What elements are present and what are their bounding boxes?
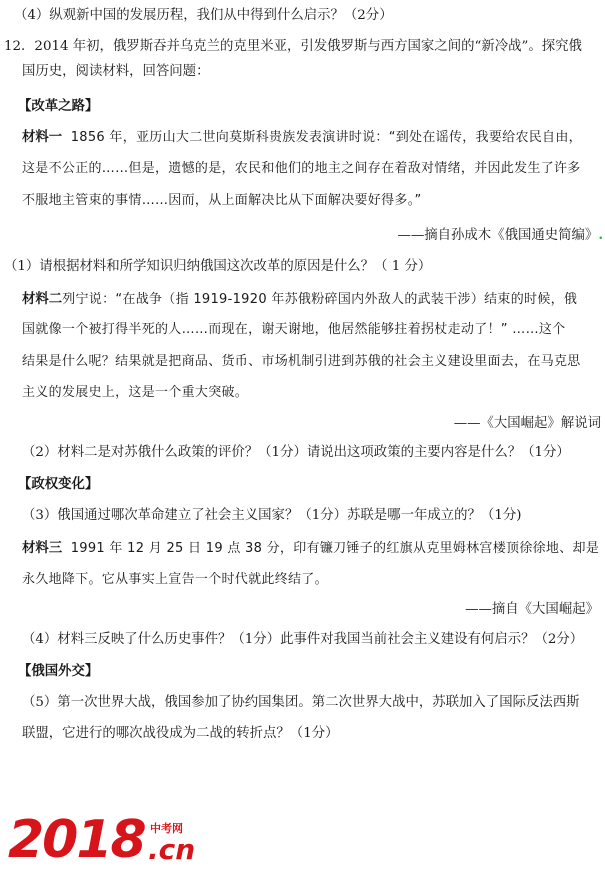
section-heading-reform: 【改革之路】 bbox=[18, 98, 99, 114]
site-logo bbox=[8, 812, 218, 870]
question-3: （3）俄国通过哪次革命建立了社会主义国家？（1分）苏联是哪一年成立的？（1分) bbox=[22, 508, 522, 523]
material-3-text-1: 1991 年 12 月 25 日 19 点 38 分，印有镰刀锤子的红旗从克里姆林宫楼顶徐徐地、却是 bbox=[70, 541, 600, 556]
material-1-line2: 这是不公正的……但是，遗憾的是，农民和他们的地主之间存在着敌对情绪，并因此发生了许多 bbox=[22, 161, 581, 176]
material-2-source: ——《大国崛起》解说词 bbox=[453, 416, 601, 431]
material-2-line2: 国就像一个被打得半死的人……而现在，谢天谢地，他居然能够拄着拐杖走动了！” ……这个 bbox=[22, 322, 566, 337]
material-3-line2: 永久地降下。它从事实上宣告一个时代就此终结了。 bbox=[22, 572, 328, 587]
material-2-line4: 主义的发展史上，这是一个重大突破。 bbox=[22, 385, 249, 400]
logo-site-name: 中考网 bbox=[150, 822, 183, 835]
question-5-line2: 联盟，它进行的哪次战役成为二战的转折点？（1分） bbox=[22, 726, 339, 741]
material-2-text-1: 列宁说：“在战争（指 1919-1920 年苏俄粉碎国内外敌人的武装干涉）结束的时候，俄 bbox=[62, 292, 578, 307]
material-1-label: 材料一 bbox=[22, 129, 63, 145]
section-heading-regime: 【政权变化】 bbox=[18, 476, 99, 492]
material-2-line1 bbox=[22, 289, 577, 310]
question-5-line1: （5）第一次世界大战，俄国参加了协约国集团。第二次世界大战中，苏联加入了国际反法西斯 bbox=[22, 695, 580, 710]
logo-domain: .cn bbox=[148, 833, 196, 866]
material-1-source-text: ——摘自孙成木《俄国通史简编》 bbox=[397, 228, 599, 243]
question-4-previous: （4）纵观新中国的发展历程，我们从中得到什么启示？（2分） bbox=[14, 8, 393, 23]
material-3-source: ——摘自《大国崛起》 bbox=[465, 602, 599, 617]
section-heading-diplomacy: 【俄国外交】 bbox=[18, 663, 99, 679]
material-2-line3: 结果是什么呢？结果就是把商品、货币、市场机制引进到苏俄的社会主义建设里面去，在马克思 bbox=[22, 354, 581, 369]
question-12-intro-line2: 国历史，阅读材料，回答问题： bbox=[22, 64, 210, 79]
question-12-intro-line1: 12．2014 年初，俄罗斯吞并乌克兰的克里米亚，引发俄罗斯与西方国家之间的“新冷战”。探究俄 bbox=[4, 39, 582, 54]
material-1-line3: 不服地主管束的事情……因而，从上面解决比从下面解决要好得多。” bbox=[22, 193, 422, 208]
material-1-source bbox=[397, 225, 603, 246]
material-1-line1 bbox=[22, 127, 582, 148]
question-4: （4）材料三反映了什么历史事件？（1分）此事件对我国当前社会主义建设有何启示？（2分） bbox=[22, 632, 584, 647]
question-1: （1）请根据材料和所学知识归纳俄国这次改革的原因是什么？（ 1 分） bbox=[4, 259, 432, 274]
material-1-text-1: 1856 年，亚历山大二世向莫斯科贵族发表演讲时说：“到处在谣传，我要给农民自由， bbox=[70, 130, 582, 145]
logo-year: 2018 bbox=[8, 810, 145, 870]
material-3-line1 bbox=[22, 538, 599, 559]
material-2-label: 材料二 bbox=[22, 291, 63, 307]
green-dot-mark: . bbox=[598, 227, 603, 243]
material-3-label: 材料三 bbox=[22, 540, 63, 556]
question-2: （2）材料二是对苏俄什么政策的评价？（1分）请说出这项政策的主要内容是什么？（1分） bbox=[22, 445, 570, 460]
